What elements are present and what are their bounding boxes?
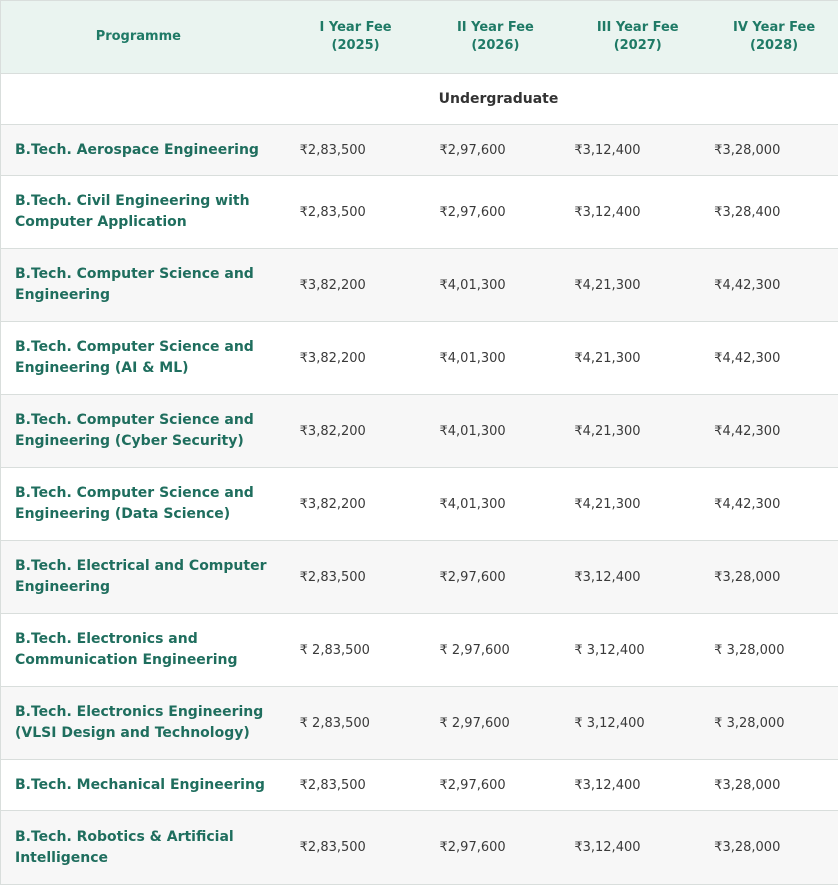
table-row [1,614,838,687]
fee-year-4: ₹4,42,300 [714,350,781,366]
programme-name: B.Tech. Computer Science and Engineering (Data Science) [15,485,254,522]
table-row [1,395,838,468]
table-row [1,468,838,541]
programme-name: B.Tech. Electrical and Computer Engineering [15,558,267,595]
column-header-programme [1,1,286,73]
programme-name: B.Tech. Computer Science and Engineering (Cyber Security) [15,412,254,449]
section-label: Undergraduate [438,91,559,107]
table-row [1,125,838,176]
fee-year-2: ₹ 2,97,600 [439,715,510,731]
column-header-year-3 [565,1,710,73]
table-row [1,687,838,760]
column-header-year-4-title: IV Year Fee [732,20,816,35]
fee-year-1: ₹2,83,500 [299,840,366,855]
fee-year-1: ₹3,82,200 [299,423,366,439]
fee-year-1: ₹2,83,500 [299,777,366,793]
fee-year-2: ₹4,01,300 [439,423,506,439]
column-header-year-1-title: I Year Fee [319,20,392,35]
programme-name: B.Tech. Computer Science and Engineering (AI & ML) [15,339,254,376]
programme-name: B.Tech. Aerospace Engineering [15,141,259,158]
fee-year-4: ₹ 3,28,000 [714,642,785,658]
fee-year-1: ₹2,83,500 [299,142,366,158]
fee-year-1: ₹ 2,83,500 [299,715,370,731]
column-header-year-3-title: III Year Fee [596,20,679,35]
programme-name: B.Tech. Civil Engineering with Computer Application [15,193,250,230]
table-row [1,176,838,249]
column-header-year-2-year: (2026) [471,38,520,53]
fee-year-3: ₹4,21,300 [574,423,641,439]
programme-name: B.Tech. Electronics Engineering (VLSI Design and Technology) [15,704,264,741]
column-header-programme-label: Programme [95,29,181,44]
fee-year-1: ₹ 2,83,500 [299,642,370,658]
column-header-year-2 [426,1,566,73]
fee-year-2: ₹2,97,600 [439,840,506,855]
table-row [1,541,838,614]
fee-year-1: ₹3,82,200 [299,350,366,366]
fee-year-1: ₹3,82,200 [299,277,366,293]
fee-year-4: ₹4,42,300 [714,423,781,439]
fee-year-3: ₹3,12,400 [574,204,641,220]
fee-year-3: ₹3,12,400 [574,840,641,855]
fee-year-4: ₹3,28,000 [714,777,781,793]
fee-year-2: ₹2,97,600 [439,142,506,158]
fee-year-3: ₹4,21,300 [574,277,641,293]
fee-year-2: ₹2,97,600 [439,777,506,793]
column-header-year-1-year: (2025) [331,38,380,53]
fee-year-4: ₹3,28,400 [714,204,781,220]
table-row [1,322,838,395]
column-header-year-3-year: (2027) [613,38,662,53]
fee-year-2: ₹4,01,300 [439,350,506,366]
table-row [1,811,838,885]
fee-year-3: ₹ 3,12,400 [574,715,645,731]
table-row [1,760,838,811]
fee-year-3: ₹ 3,12,400 [574,642,645,658]
table-row [1,249,838,322]
table-header-row [1,0,838,74]
column-header-year-4-year: (2028) [750,38,799,53]
fee-year-3: ₹4,21,300 [574,496,641,512]
section-row-undergraduate [1,74,838,125]
column-header-year-1 [286,1,426,73]
fee-year-4: ₹4,42,300 [714,277,781,293]
fee-year-3: ₹3,12,400 [574,777,641,793]
fee-year-3: ₹3,12,400 [574,142,641,158]
programme-name: B.Tech. Computer Science and Engineering [15,266,254,303]
fee-year-2: ₹4,01,300 [439,277,506,293]
fee-year-3: ₹3,12,400 [574,569,641,585]
column-header-year-2-title: II Year Fee [456,20,534,35]
fee-year-1: ₹2,83,500 [299,569,366,585]
fee-year-2: ₹2,97,600 [439,569,506,585]
fee-year-4: ₹3,28,000 [714,142,781,158]
fee-year-4: ₹ 3,28,000 [714,715,785,731]
fee-year-4: ₹4,42,300 [714,496,781,512]
programme-name: B.Tech. Mechanical Engineering [15,776,265,793]
fee-year-4: ₹3,28,000 [714,569,781,585]
fee-year-2: ₹2,97,600 [439,204,506,220]
fee-year-2: ₹4,01,300 [439,496,506,512]
fee-year-1: ₹2,83,500 [299,204,366,220]
fee-year-2: ₹ 2,97,600 [439,642,510,658]
fee-year-1: ₹3,82,200 [299,496,366,512]
programme-name: B.Tech. Electronics and Communication Engineering [15,631,238,668]
programme-name: B.Tech. Robotics & Artificial Intelligence [15,828,234,866]
column-header-year-4 [710,1,838,73]
fee-year-4: ₹3,28,000 [714,840,781,855]
fee-year-3: ₹4,21,300 [574,350,641,366]
